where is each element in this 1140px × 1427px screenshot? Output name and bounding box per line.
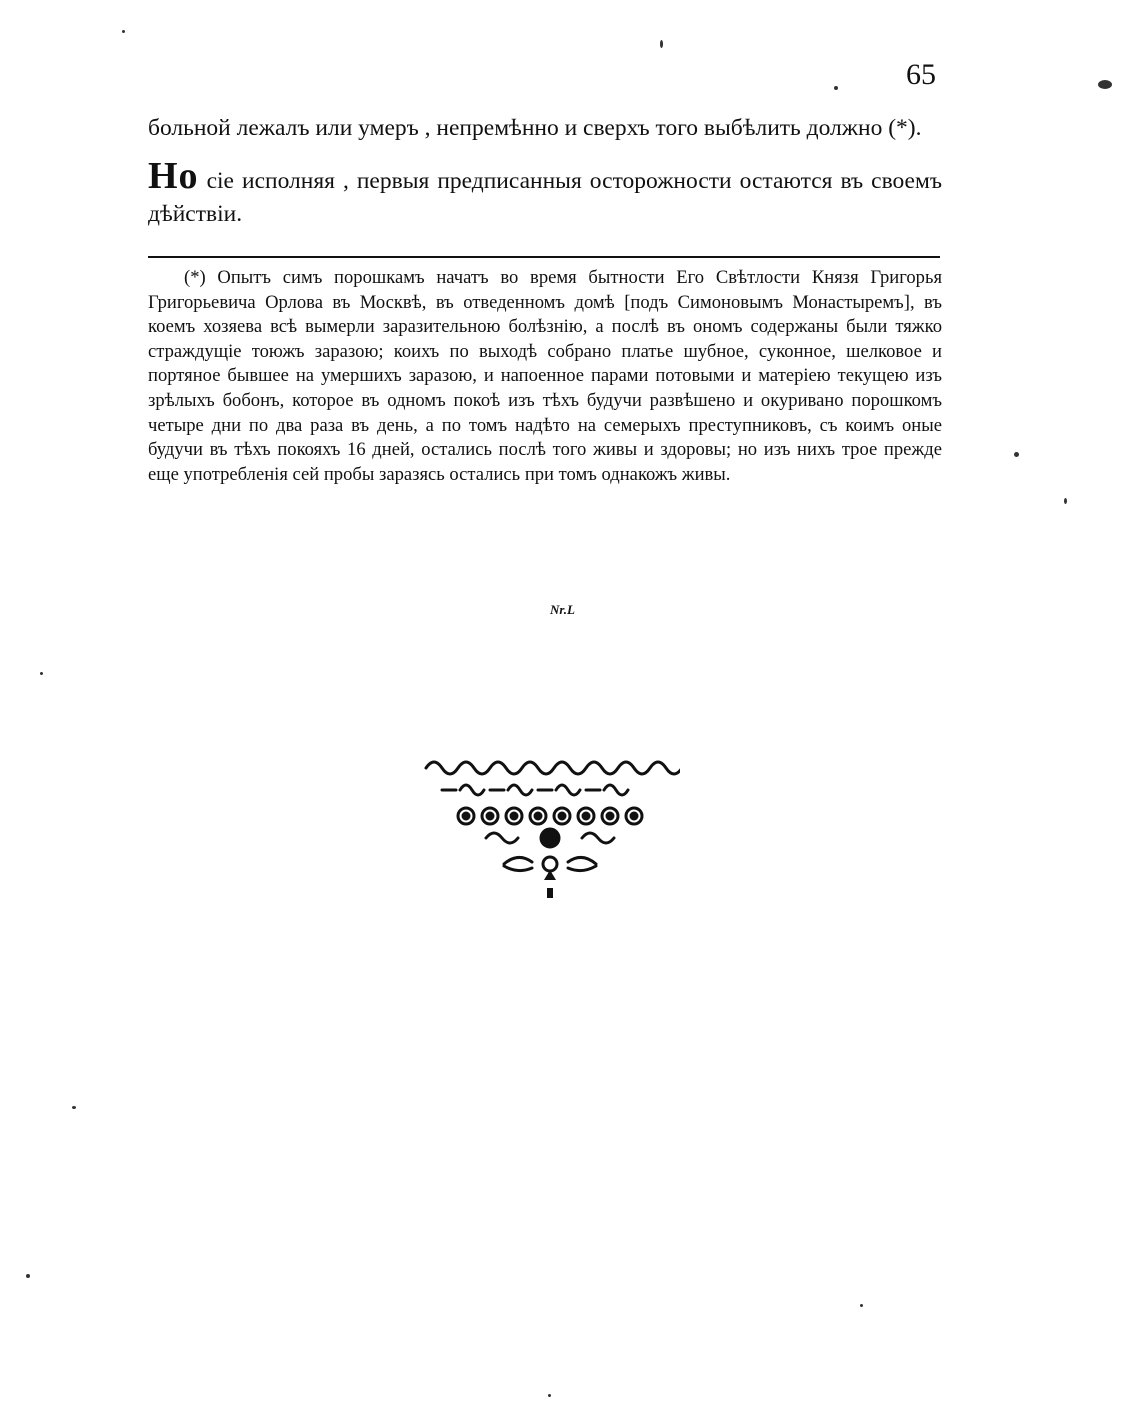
footnote-separator-rule <box>148 256 940 258</box>
scan-speck <box>1064 498 1067 504</box>
paragraph-2-initial: Но <box>148 155 199 197</box>
page-number: 65 <box>906 58 936 91</box>
scan-speck <box>72 1106 76 1109</box>
paragraph-1: больной лежалъ или умеръ , непремѣнно и сверхъ того выбѣлить должно (*). <box>148 115 922 141</box>
scan-speck <box>40 672 43 675</box>
signature-mark: Nr.L <box>550 602 575 617</box>
main-text <box>148 112 942 231</box>
typographic-vignette-icon <box>420 752 680 904</box>
scan-speck <box>1014 452 1019 457</box>
scan-speck <box>122 30 125 33</box>
footnote-text: (*) Опытъ симъ порошкамъ начатъ во время бытности Его Свѣтлости Князя Григорья Григорьевича Орлова въ Москвѣ, въ отведенномъ домѣ [подъ Симоновымъ Монастыремъ], въ коемъ хозяева всѣ вымерли заразительною болѣзнiю, а послѣ въ ономъ содержаны были тяжко страждущiе тоюжъ заразою; коихъ по выходѣ собрано платье шубное, суконное, шелковое и портяное бывшее на умершихъ заразою, и напоенное парами потовыми и матерiею текущею изъ зрѣлыхъ бобонъ, которое въ одномъ покоѣ изъ тѣхъ будучи развѣшено и окуривано порошкомъ четыре дни по два раза въ день, а по томъ надѣто на семерыхъ преступниковъ, съ коимъ оные будучи въ тѣхъ покояхъ 16 дней, остались послѣ того живы и здоровы; но изъ нихъ трое прежде еще употребленiя сей пробы заразясь остались при томъ однакожъ живы. <box>148 267 942 485</box>
scan-speck <box>860 1304 863 1307</box>
scan-speck <box>660 40 663 48</box>
scan-speck <box>834 86 838 90</box>
scan-speck <box>548 1394 551 1397</box>
paragraph-2 <box>148 155 942 231</box>
paragraph-2-text: сiе исполняя , первыя предписанныя осторожности остаются въ своемъ дѣйствiи. <box>148 168 942 227</box>
scan-speck <box>26 1274 30 1278</box>
scan-speck <box>1098 80 1112 89</box>
footnote <box>148 266 942 487</box>
